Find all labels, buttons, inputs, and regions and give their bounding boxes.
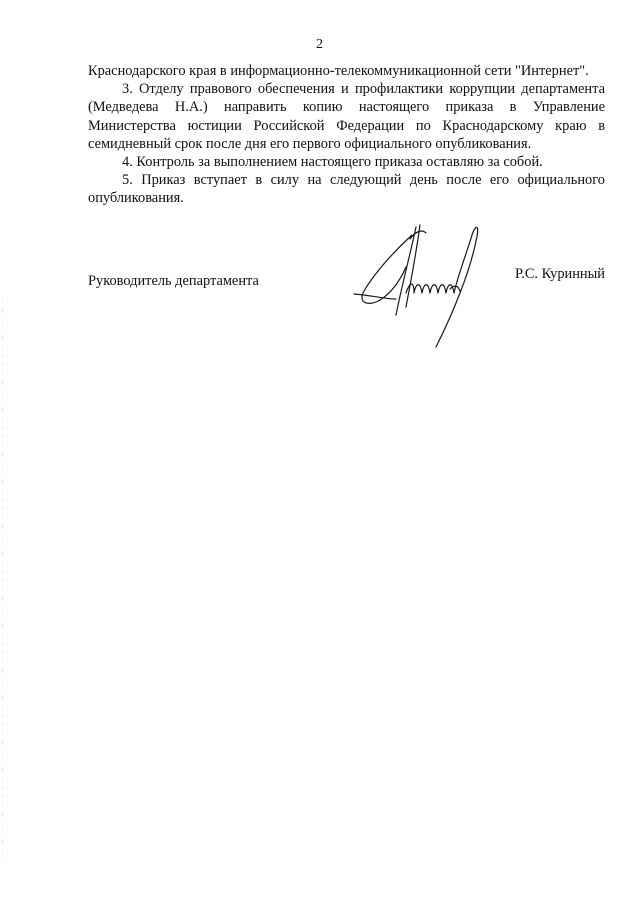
paragraph-item-4: 4. Контроль за выполнением настоящего приказа оставляю за собой. [122,154,543,171]
paragraph-item-5: 5. Приказ вступает в силу на следующий день после его официального опубликования. [88,172,605,207]
handwritten-signature [350,215,500,355]
paragraph-continuation: Краснодарского края в информационно-телекоммуникационной сети "Интернет". [88,63,589,79]
scan-edge-artifact [2,300,3,860]
paragraph-item-3: 3. Отделу правового обеспечения и профилактики коррупции департамента (Медведева Н.А.) направить копию настоящего приказа в Управление Министерства юстиции Российской Федерации по Краснодарскому краю в семидневный срок после дня его первого официального опубликования. [88,81,605,152]
signer-title: Руководитель департамента [88,273,259,289]
page-number: 2 [316,37,323,52]
document-body [88,62,605,208]
signer-name: Р.С. Куринный [515,266,605,282]
